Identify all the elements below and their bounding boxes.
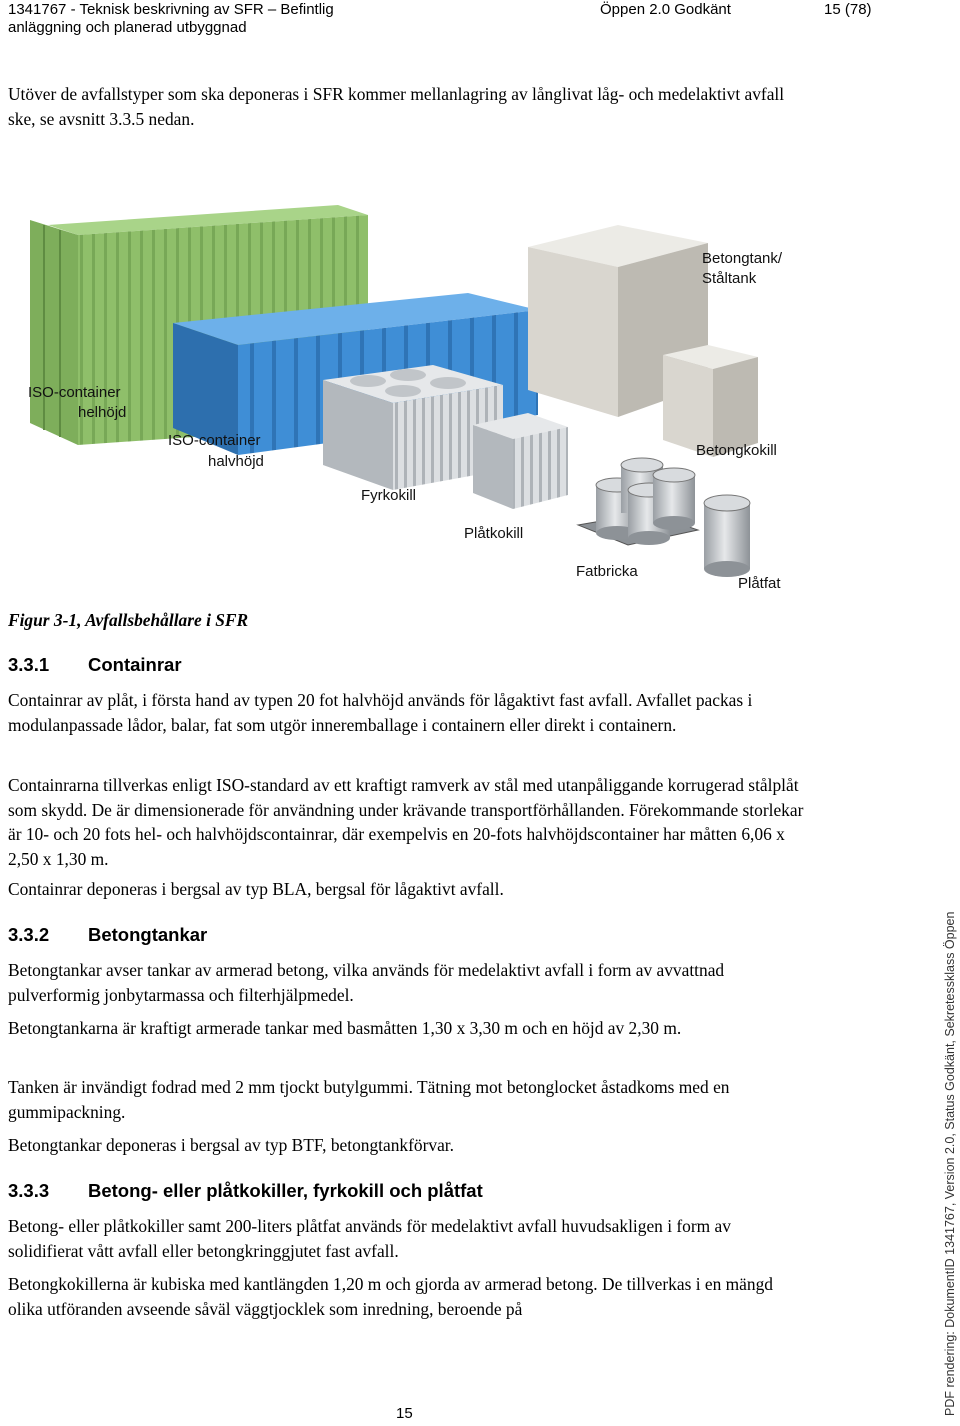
intro-paragraph: Utöver de avfallstyper som ska deponeras i SFR kommer mellanlagring av långlivat låg- och medelaktivt avfall ske, se avsnitt 3.3.5 nedan. (8, 84, 785, 129)
label-iso-full-2: helhöjd (78, 404, 127, 421)
label-iso-half-1: ISO-container (168, 432, 261, 449)
doc-title (8, 1, 334, 37)
paragraph: Betong- eller plåtkokiller samt 200-liters plåtfat används för medelaktivt avfall huvudsakligen i form av solidifierat vått avfall eller betongkringgjutet fast avfall. (8, 1216, 731, 1261)
paragraph: Containrar deponeras i bergsal av typ BLA, bergsal för lågaktivt avfall. (8, 879, 504, 899)
label-concrete-tank-1: Betongtank/ (702, 250, 783, 267)
waste-containers-figure (8, 185, 808, 600)
paragraph: Containrarna tillverkas enligt ISO-standard av ett kraftigt ramverk av stål med utanpåliggande korrugerad stålplåt som skydd. De är dimensionerade för användning under krävande transportförhållanden. Förekommande storlekar är 10- och 20 fots hel- och halvhöjdscontainrar, där exempelvis en 20-fots halvhöjdscontainer har måtten 6,06 x 2,50 x 1,30 m. (8, 775, 804, 869)
section-heading-concrete-tanks (8, 924, 207, 946)
section-title: Containrar (88, 654, 182, 675)
section-number: 3.3.3 (8, 1180, 50, 1201)
paragraph: Betongtankar avser tankar av armerad betong, vilka används för medelaktivt avfall i form av avvattnad pulverformig jonbytarmassa och filterhjälpmedel. (8, 960, 725, 1005)
label-concrete-mould: Betongkokill (696, 442, 777, 459)
figure-caption: Figur 3-1, Avfallsbehållare i SFR (8, 610, 249, 630)
label-steel-mould: Plåtkokill (464, 525, 524, 542)
section-title: Betong- eller plåtkokiller, fyrkokill och plåtfat (88, 1180, 483, 1201)
section-number: 3.3.1 (8, 654, 50, 675)
label-concrete-tank-2: Ståltank (702, 270, 757, 287)
label-four-drum-mould: Fyrkokill (361, 487, 416, 504)
label-iso-half-2: halvhöjd (208, 453, 264, 470)
steel-drum (653, 468, 695, 530)
label-steel-drum: Plåtfat (738, 575, 781, 592)
paragraph: Tanken är invändigt fodrad med 2 mm tjockt butylgummi. Tätning mot betonglocket åstadkoms med en gummipackning. (8, 1077, 730, 1122)
drum-tray (578, 458, 750, 577)
concrete-mould (663, 345, 758, 457)
steel-drum-single (704, 495, 750, 577)
page-number: 15 (396, 1405, 413, 1422)
paragraph: Betongkokillerna är kubiska med kantlängden 1,20 m och gjorda av armerad betong. De tillverkas i en mängd olika utföranden avseende såväl väggtjocklek som inredning, beroende på (8, 1274, 773, 1319)
section-heading-moulds-drums (8, 1180, 483, 1202)
doc-status: Öppen 2.0 Godkänt (600, 1, 731, 18)
doc-title-line2: anläggning och planerad utbyggnad (8, 19, 247, 36)
doc-title-line1: 1341767 - Teknisk beskrivning av SFR – Befintlig (8, 1, 334, 18)
paragraph: Betongtankarna är kraftigt armerade tankar med basmåtten 1,30 x 3,30 m och en höjd av 2,30 m. (8, 1018, 682, 1038)
section-heading-containers (8, 654, 182, 676)
label-iso-full-1: ISO-container (28, 384, 121, 401)
page-count: 15 (78) (824, 1, 872, 18)
pdf-rendering-sidebar: PDF rendering: DokumentID 1341767, Version 2.0, Status Godkänt, Sekretessklass Öppen (943, 911, 957, 1416)
paragraph: Betongtankar deponeras i bergsal av typ BTF, betongtankförvar. (8, 1135, 454, 1155)
steel-mould (473, 413, 568, 509)
paragraph: Containrar av plåt, i första hand av typen 20 fot halvhöjd används för lågaktivt fast avfall. Avfallet packas i modulanpassade lådor, balar, fat som utgör inneremballage i containern eller direkt i containern. (8, 690, 753, 735)
section-title: Betongtankar (88, 924, 208, 945)
label-drum-tray: Fatbricka (576, 563, 638, 580)
section-number: 3.3.2 (8, 924, 50, 945)
